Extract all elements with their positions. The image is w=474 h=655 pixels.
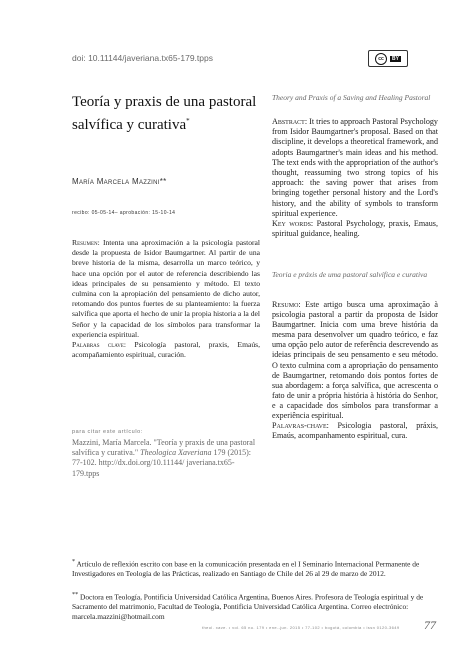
english-title: Theory and Praxis of a Saving and Healing Pastoral <box>272 93 431 102</box>
resumen-block <box>72 238 260 360</box>
abstract-block <box>272 117 438 239</box>
footnote-1-marker: * <box>72 559 76 565</box>
author-name: María Marcela Mazzini** <box>72 177 167 186</box>
citation-link[interactable]: 179 (2015): 77-102. http://dx.doi.org/10.11144/ javeriana.tx65-179.tpps <box>72 448 252 478</box>
resumo-text: Este artigo busca uma aproximação à psicologia pastoral a partir da proposta de Isidor Baumgartner. Inicia com uma breve história da mesma para desenvolver um quadro teórico, e faz uma opção pelo autor de referência descrevendo as ideias principais de seu pensamento e seu método. O texto culmina com a apropriação do pensamento de Baumgartner, retomando dois pontos fortes de sua abordagem: a força salvífica, que acrescenta o fato de unir a própria história à história do Senhor, e a capacidade dos símbolos para transformar a experiência espiritual. <box>272 300 438 421</box>
citation-journal: Theologica Xaveriana <box>140 448 212 458</box>
resumo-block <box>272 300 438 441</box>
resumen-text: Intenta una aproximación a la psicología pastoral desde la propuesta de Isidor Baumgartner. Al partir de una breve historia de la misma, desarrolla un marco teórico, y hace una opción por el autor de referencia describiendo las ideas principales de su pensamiento y método. El texto culmina con la apropiación del pensamiento de dicho autor, retomando dos puntos fuertes de su planteamiento: la fuerza salvífica que aporta el hecho de unir la propia historia a la del Señor y la capacidad de los símbolos para transformar la experiencia espiritual. <box>72 238 260 339</box>
footnote-2-text: Doctora en Teología, Pontificia Universidad Católica Argentina, Buenos Aires. Profesora de Teología espiritual y de Sacramento del matrimonio, Facultad de Teología, Pontificia Universidad Católica Argentina. Correo electrónico: marcela.mazzini@hotmail.com <box>72 592 424 621</box>
keywords-label: Key words: <box>272 219 314 229</box>
citation <box>72 438 260 479</box>
title-footnote-marker: * <box>186 117 190 125</box>
doi-link[interactable]: doi: 10.11144/javeriana.tx65-179.tpps <box>72 53 213 63</box>
footnote-2-marker: ** <box>72 592 79 598</box>
footnote-2 <box>72 591 447 621</box>
abstract-label: Abstract: <box>272 117 308 126</box>
by-label: BY <box>392 55 399 62</box>
received-approved-dates: recibo: 05-05-14– aprobación: 15-10-14 <box>72 210 176 216</box>
page-number: 77 <box>424 618 436 632</box>
portuguese-title: Teoria e práxis de uma pastoral salvífica e curativa <box>272 270 428 279</box>
abstract-text: It tries to approach Pastoral Psychology from Isidor Baumgartner's proposal. Based on that discipline, it develops a theoretical framework, and adopts Baumgartner's main ideas and his method. The text ends with the appropriation of the author's thought, reassuming two strong topics of his approach: the saving power that arises from bringing together personal history and the Lord's history, and the ability of symbols to transform spiritual experience. <box>272 117 438 218</box>
cc-logo: cc <box>375 53 387 65</box>
keywords-text: Pastoral Psychology, praxis, Emaus, spiritual guidance, healing. <box>272 219 438 239</box>
palavras-chave-label: Palavras-chave: <box>272 421 329 431</box>
palavras-chave-text: Psicologia pastoral, práxis, Emaús, acompanhamento espiritual, cura. <box>272 421 438 441</box>
resumen-label: Resumen: <box>72 238 100 247</box>
cite-label: para citar este artículo: <box>72 429 143 435</box>
palabras-clave-label: Palabras clave: <box>72 340 127 350</box>
creative-commons-by-icon[interactable] <box>368 50 408 67</box>
article-title <box>72 93 257 135</box>
footnote-1 <box>72 558 447 579</box>
footnote-1-text: Artículo de reflexión escrito con base en la comunicación presentada en el I Seminario Internacional Permanente de Investigadores en Teología de las Prácticas, realizado en Santiago de Chile del 26 al 29 de marzo de 2012. <box>72 559 420 579</box>
title-text: Teoría y praxis de una pastoral salvífica y curativa <box>72 94 257 133</box>
resumo-label: Resumo: <box>272 300 301 309</box>
citation-text: Mazzini, María Marcela. "Teoría y praxis de una pastoral salvífica y curativa." <box>72 438 256 458</box>
journal-info: theol. xave. • vol. 65 no. 179 • ene.-jun. 2015 • 77-102 • bogotá, colombia • issn 0120-3649 <box>202 625 400 630</box>
palabras-clave-text: Psicología pastoral, praxis, Emaús, acompañamiento espiritual, curación. <box>72 340 260 360</box>
